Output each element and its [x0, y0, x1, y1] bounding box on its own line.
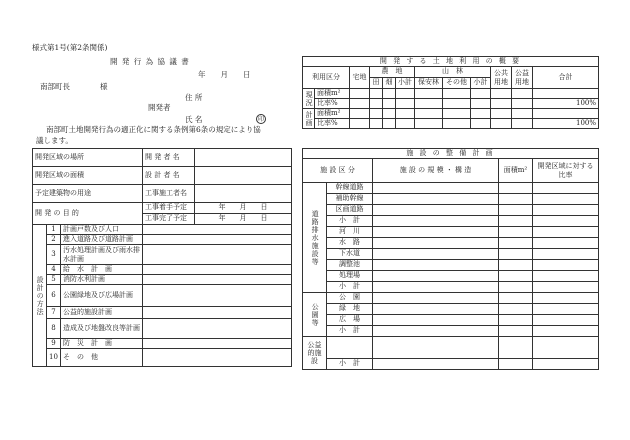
forest-header: 山 林 — [415, 67, 491, 78]
item-no: 2 — [47, 235, 61, 245]
facility-scale-header: 施 設 の 規 模 ・ 構 造 — [373, 159, 499, 183]
park-group: 公園等 — [303, 293, 327, 337]
forest-subtotal-header: 小計 — [471, 78, 491, 89]
purpose-label: 開 発 の 目 的 — [33, 203, 143, 225]
body-text-line1: 南部町土地開発行為の適正化に関する条例第6条の規定により協 — [46, 125, 261, 134]
name-label: 氏 名 — [185, 115, 203, 124]
start-date-value: 年 月 日 — [195, 203, 292, 214]
design-item-label: 公益的施設計画 — [61, 307, 143, 319]
developer-label: 開発者 — [148, 103, 171, 112]
other-forest-header: その他 — [443, 78, 471, 89]
plan-ratio-label: 比率% — [315, 119, 350, 129]
item-no: 1 — [47, 225, 61, 235]
body-text-line2: 議します。 — [36, 136, 73, 145]
area-label: 開発区域の面積 — [33, 167, 143, 185]
item-no: 7 — [47, 307, 61, 319]
plan-ratio-total: 100% — [533, 119, 599, 129]
current-row-label: 現況 — [303, 89, 315, 109]
current-ratio-label: 比率% — [315, 99, 350, 109]
design-method-label: 設計の方法 — [33, 225, 47, 367]
submission-date: 年 月 日 — [198, 70, 251, 79]
design-item-label: 計画戸数及び人口 — [61, 225, 143, 235]
facility-item: 区画道路 — [327, 205, 373, 216]
residential-header: 宅地 — [350, 67, 370, 89]
plan-area-label: 面積m² — [315, 109, 350, 119]
road-drainage-group: 道路排水施設等 — [303, 183, 327, 293]
design-item-label: 消防水利計画 — [61, 275, 143, 285]
land-use-category-header: 利用区分 — [303, 67, 350, 89]
facility-item: 小 計 — [327, 359, 373, 370]
public-land-header: 公共用地 — [491, 67, 512, 89]
facility-item: 処理場 — [327, 271, 373, 282]
facility-item: 公 園 — [327, 293, 373, 304]
start-date-label: 工事着手予定 — [143, 203, 195, 214]
farmland-subtotal-header: 小計 — [396, 78, 415, 89]
item-no: 5 — [47, 275, 61, 285]
public-benefit-header: 公益用地 — [512, 67, 533, 89]
facility-item: 広 場 — [327, 315, 373, 326]
planned-use-label: 予定建築物の用途 — [33, 185, 143, 203]
item-no: 9 — [47, 339, 61, 349]
design-item-label: 防 災 計 画 — [61, 339, 143, 349]
current-ratio-total: 100% — [533, 99, 599, 109]
facility-ratio-header: 開発区域に対する比率 — [533, 159, 599, 183]
facility-category-header: 施 設 区 分 — [303, 159, 373, 183]
design-item-label: 造成及び地盤改良等計画 — [61, 319, 143, 339]
facility-item: 幹線道路 — [327, 183, 373, 194]
rice-field-header: 田 — [370, 78, 383, 89]
farmland-header: 農 地 — [370, 67, 415, 78]
designer-name-label: 設 計 者 名 — [143, 167, 195, 185]
item-no: 4 — [47, 265, 61, 275]
facility-item: 小 計 — [327, 216, 373, 227]
item-no: 8 — [47, 319, 61, 339]
finish-date-label: 工事完了予定 — [143, 214, 195, 225]
facility-item: 調整池 — [327, 260, 373, 271]
design-item-label: 汚水処理計画及び雨水排水計画 — [61, 245, 143, 265]
item-no: 3 — [47, 245, 61, 265]
developer-name-label: 開 発 者 名 — [143, 149, 195, 167]
current-area-label: 面積m² — [315, 89, 350, 99]
design-item-label: 給 水 計 画 — [61, 265, 143, 275]
facility-item: 水 路 — [327, 238, 373, 249]
design-item-label: そ の 他 — [61, 349, 143, 367]
protected-forest-header: 保安林 — [415, 78, 443, 89]
contractor-label: 工事施工者名 — [143, 185, 195, 203]
facility-title: 施 設 の 整 備 計 画 — [303, 149, 599, 159]
address-label: 住 所 — [185, 93, 203, 102]
addressee: 南部町長 様 — [40, 82, 108, 91]
form-title: 開 発 行 為 協 議 書 — [110, 57, 190, 66]
public-facility-group: 公益的施設 — [303, 337, 327, 370]
facility-item: 緑 地 — [327, 304, 373, 315]
facility-item: 小 計 — [327, 326, 373, 337]
facility-plan-table — [302, 148, 599, 370]
finish-date-value: 年 月 日 — [195, 214, 292, 225]
facility-item: 小 計 — [327, 282, 373, 293]
facility-item: 河 川 — [327, 227, 373, 238]
facility-area-header: 面積m² — [499, 159, 533, 183]
upland-field-header: 畑 — [383, 78, 396, 89]
seal-mark: 印 — [257, 116, 264, 123]
item-no: 10 — [47, 349, 61, 367]
location-label: 開発区域の場所 — [33, 149, 143, 167]
plan-row-label: 計画 — [303, 109, 315, 129]
land-use-title: 開 発 す る 土 地 利 用 の 概 要 — [303, 57, 599, 67]
item-no: 6 — [47, 285, 61, 307]
design-item-label: 進入道路及び道路計画 — [61, 235, 143, 245]
total-header: 合計 — [533, 67, 599, 89]
facility-item: 下水道 — [327, 249, 373, 260]
development-info-table — [32, 148, 292, 367]
facility-item: 補助幹線 — [327, 194, 373, 205]
design-item-label: 公園緑地及び広場計画 — [61, 285, 143, 307]
form-number: 様式第1号(第2条関係) — [32, 43, 108, 52]
land-use-table — [302, 56, 599, 129]
